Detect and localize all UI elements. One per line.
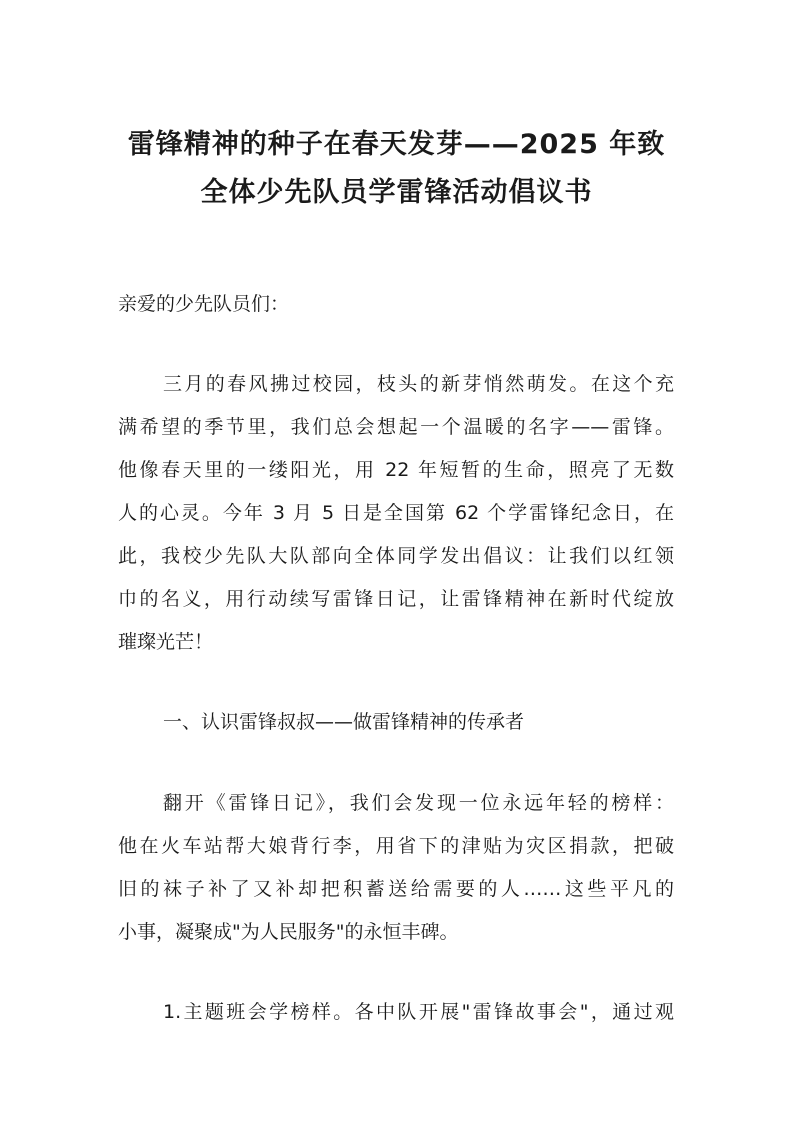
paragraph-1-line: 璀璨光芒！ xyxy=(118,631,214,653)
section-heading: 一、认识雷锋叔叔——做雷锋精神的传承者 xyxy=(163,711,525,733)
paragraph-1-line: 巾的名义，用行动续写雷锋日记，让雷锋精神在新时代绽放 xyxy=(118,588,674,610)
salutation: 亲爱的少先队员们： xyxy=(118,293,290,315)
paragraph-1-line: 三月的春风拂过校园，枝头的新芽悄然萌发。在这个充 xyxy=(163,373,674,395)
paragraph-2-line: 小事，凝聚成"为人民服务"的永恒丰碑。 xyxy=(118,921,459,943)
paragraph-2-line: 旧的袜子补了又补却把积蓄送给需要的人……这些平凡的 xyxy=(118,878,674,900)
paragraph-1-line: 满希望的季节里，我们总会想起一个温暖的名字——雷锋。 xyxy=(118,416,674,438)
paragraph-1-line: 他像春天里的一缕阳光，用 22 年短暂的生命，照亮了无数 xyxy=(118,459,674,481)
paragraph-2-line: 翻开《雷锋日记》，我们会发现一位永远年轻的榜样： xyxy=(163,792,674,814)
paragraph-1-line: 人的心灵。今年 3 月 5 日是全国第 62 个学雷锋纪念日，在 xyxy=(118,502,674,524)
paragraph-2-line: 他在火车站帮大娘背行李，用省下的津贴为灾区捐款，把破 xyxy=(118,835,674,857)
document-title-line-2: 全体少先队员学雷锋活动倡议书 xyxy=(200,177,593,208)
paragraph-1-line: 此，我校少先队大队部向全体同学发出倡议：让我们以红领 xyxy=(118,545,674,567)
document-title-line-1: 雷锋精神的种子在春天发芽——2025 年致 xyxy=(127,129,666,160)
list-item: 1.主题班会学榜样。各中队开展"雷锋故事会"，通过观 xyxy=(163,1001,674,1023)
